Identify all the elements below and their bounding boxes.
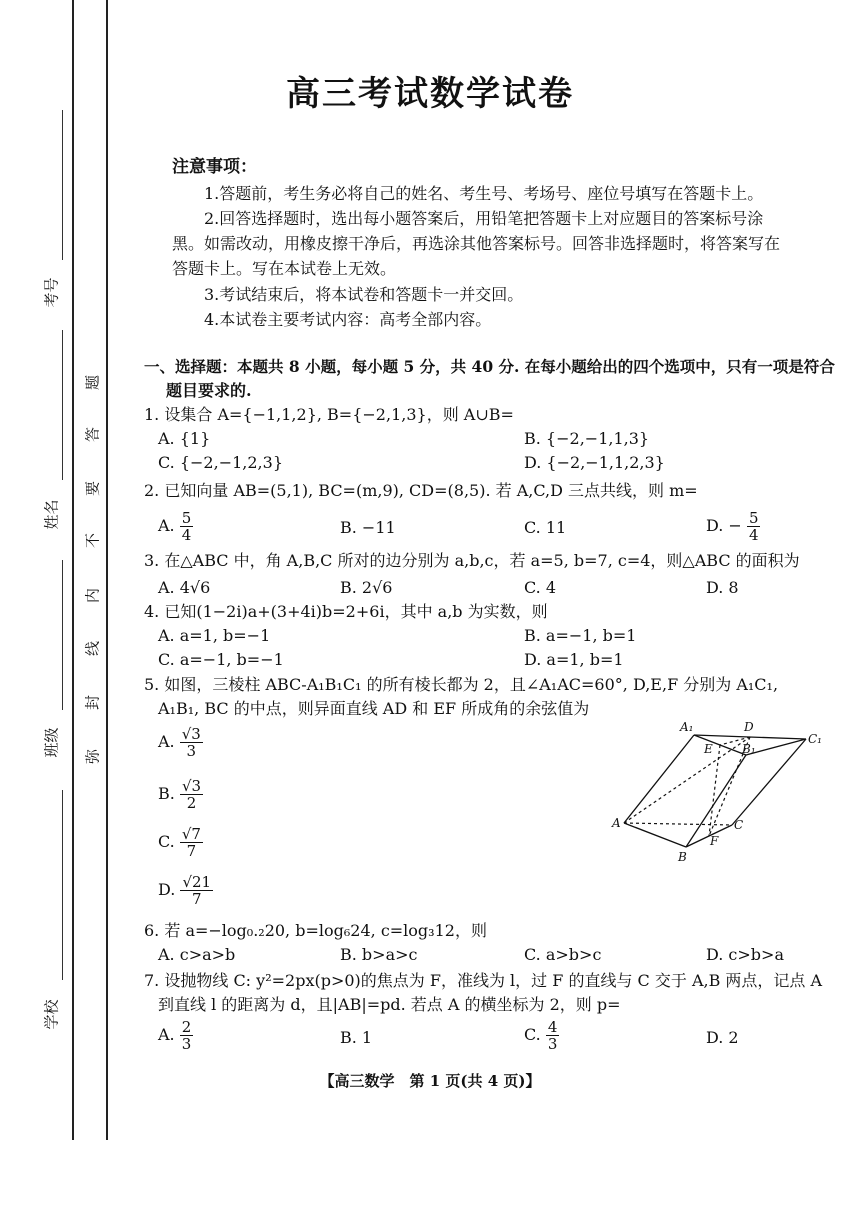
q5-option-d-num: √21 (182, 873, 212, 891)
q7-option-c-prefix: C. (524, 1025, 541, 1044)
q7-option-a-num: 2 (181, 1018, 192, 1036)
banji-underline (62, 560, 63, 710)
xuexiao-underline (62, 790, 63, 980)
notice-item-1: 1.答题前，考生务必将自己的姓名、考生号、考场号、座位号填写在答题卡上。 (204, 184, 764, 203)
q5-option-c (158, 826, 203, 859)
q2-option-b: B. −11 (340, 518, 396, 537)
q5-option-c-num: √7 (181, 825, 201, 843)
q2-option-c: C. 11 (524, 518, 567, 537)
q3-stem: 3. 在△ABC 中，角 A,B,C 所对的边分别为 a,b,c，若 a=5, b=7, c=4，则△ABC 的面积为 (144, 551, 800, 570)
q7-stem-line2: 到直线 l 的距离为 d，且|AB|=pd. 若点 A 的横坐标为 2，则 p= (158, 995, 621, 1014)
q5-option-c-den: 7 (186, 842, 197, 860)
q3-option-a: A. 4√6 (158, 578, 211, 597)
q2-option-d-num: 5 (748, 509, 759, 527)
seal-char-7: 封 (83, 695, 102, 711)
label-b1: B₁ (742, 742, 756, 756)
label-c: C (734, 818, 744, 832)
label-d: D (744, 720, 754, 734)
notice-item-3: 3.考试结束后，将本试卷和答题卡一并交回。 (204, 285, 524, 304)
edge-a-c-hidden (624, 823, 732, 825)
seal-char-3: 要 (83, 481, 102, 497)
q5-option-a-fraction (180, 726, 203, 759)
q6-option-b: B. b>a>c (340, 945, 418, 964)
xingming-underline (62, 330, 63, 480)
q4-option-b: B. a=−1, b=1 (524, 626, 637, 645)
q7-option-a-den: 3 (181, 1035, 192, 1053)
q2-option-a-prefix: A. (158, 516, 175, 535)
section1-heading-cont: 题目要求的. (166, 381, 252, 400)
q5-stem-line1: 5. 如图，三棱柱 ABC-A₁B₁C₁ 的所有棱长都为 2，且∠A₁AC=60°, D,E,F 分别为 A₁C₁, (144, 675, 779, 694)
label-e: E (704, 742, 713, 756)
notice-item-2-cont: 黑。如需改动，用橡皮擦干净后，再选涂其他答案标号。回答非选择题时，将答案写在 (172, 234, 781, 253)
q2-option-a-num: 5 (181, 509, 192, 527)
q1-option-d: D. {−2,−1,1,2,3} (524, 453, 665, 472)
margin-line-right (106, 0, 108, 1140)
xuexiao-label: 学校 (42, 999, 61, 1030)
banji-label: 班级 (42, 727, 61, 758)
q3-option-b: B. 2√6 (340, 578, 393, 597)
kaohao-label: 考号 (42, 277, 61, 308)
label-c1: C₁ (808, 732, 822, 746)
seal-char-5: 内 (83, 588, 102, 604)
kaohao-underline (62, 110, 63, 260)
q2-option-d (706, 510, 760, 543)
q3-option-d: D. 8 (706, 578, 739, 597)
q2-option-d-den: 4 (748, 526, 759, 544)
q7-option-a (158, 1019, 193, 1052)
margin-line-left (72, 0, 74, 1140)
q1-stem: 1. 设集合 A={−1,1,2}, B={−2,1,3}，则 A∪B= (144, 405, 514, 424)
notice-heading: 注意事项： (172, 157, 257, 177)
page-footer: 【高三数学 第 1 页(共 4 页)】 (319, 1072, 541, 1090)
q1-option-c: C. {−2,−1,2,3} (158, 453, 283, 472)
notice-item-2-cont2: 答题卡上。写在本试卷上无效。 (172, 259, 397, 278)
q2-option-a (158, 510, 193, 543)
q6-option-c: C. a>b>c (524, 945, 602, 964)
q5-option-a (158, 726, 203, 759)
q3-option-c: C. 4 (524, 578, 557, 597)
q2-option-d-prefix: D. − (706, 516, 742, 535)
q7-option-c-den: 3 (547, 1035, 558, 1053)
xingming-label: 姓名 (42, 499, 61, 530)
q5-option-a-den: 3 (186, 742, 197, 760)
q1-option-a: A. {1} (158, 429, 211, 448)
q4-option-c: C. a=−1, b=−1 (158, 650, 284, 669)
q6-option-a: A. c>a>b (158, 945, 236, 964)
q7-option-d: D. 2 (706, 1028, 739, 1047)
seal-char-6: 线 (83, 641, 102, 657)
q5-option-a-prefix: A. (158, 732, 175, 751)
prism-figure (600, 715, 840, 865)
q5-option-b-num: √3 (181, 777, 202, 795)
q7-option-c-fraction (546, 1019, 560, 1052)
seal-char-8: 弥 (83, 749, 102, 765)
q5-option-c-prefix: C. (158, 832, 175, 851)
q4-option-a: A. a=1, b=−1 (158, 626, 271, 645)
q5-option-d-prefix: D. (158, 880, 176, 899)
q5-option-b-den: 2 (186, 794, 197, 812)
q5-option-d-den: 7 (191, 890, 202, 908)
q5-option-b-fraction (180, 778, 203, 811)
q2-option-a-den: 4 (181, 526, 192, 544)
seal-char-2: 答 (83, 427, 102, 443)
notice-item-4: 4.本试卷主要考试内容：高考全部内容。 (204, 310, 492, 329)
q2-stem: 2. 已知向量 AB=(5,1), BC=(m,9), CD=(8,5). 若 A,C,D 三点共线，则 m= (144, 481, 698, 500)
seal-char-4: 不 (83, 533, 102, 549)
q7-option-a-fraction (180, 1019, 194, 1052)
q5-option-a-num: √3 (181, 725, 201, 743)
label-b: B (678, 850, 687, 864)
q5-option-b (158, 778, 203, 811)
q7-stem-line1: 7. 设抛物线 C: y²=2px(p>0)的焦点为 F，准线为 l，过 F 的直线与 C 交于 A,B 两点，记点 A (144, 971, 823, 990)
q2-option-d-fraction (747, 510, 761, 543)
q5-option-d-fraction (180, 874, 213, 907)
q7-option-c (524, 1019, 559, 1052)
section1-heading: 一、选择题：本题共 8 小题，每小题 5 分，共 40 分. 在每小题给出的四个选项中，只有一项是符合 (144, 357, 835, 376)
seal-char-1: 题 (83, 375, 102, 391)
q4-option-d: D. a=1, b=1 (524, 650, 624, 669)
q7-option-c-num: 4 (547, 1018, 558, 1036)
edge-a-a1 (624, 735, 694, 823)
page-title: 高三考试数学试卷 (286, 74, 574, 114)
label-f: F (710, 834, 719, 848)
q1-option-b: B. {−2,−1,1,3} (524, 429, 650, 448)
q5-option-d (158, 874, 213, 907)
label-a: A (612, 816, 621, 830)
q7-option-b: B. 1 (340, 1028, 373, 1047)
label-a1: A₁ (680, 720, 694, 734)
q4-stem: 4. 已知(1−2i)a+(3+4i)b=2+6i，其中 a,b 为实数，则 (144, 602, 548, 621)
q2-option-a-fraction (180, 510, 194, 543)
q5-option-b-prefix: B. (158, 784, 175, 803)
q5-stem-line2: A₁B₁, BC 的中点，则异面直线 AD 和 EF 所成角的余弦值为 (158, 699, 590, 718)
edge-a-b (624, 823, 686, 847)
q6-stem: 6. 若 a=−log₀.₂20, b=log₆24, c=log₃12，则 (144, 921, 487, 940)
notice-item-2: 2.回答选择题时，选出每小题答案后，用铅笔把答题卡上对应题目的答案标号涂 (204, 209, 764, 228)
q7-option-a-prefix: A. (158, 1025, 175, 1044)
q6-option-d: D. c>b>a (706, 945, 784, 964)
q5-option-c-fraction (180, 826, 203, 859)
